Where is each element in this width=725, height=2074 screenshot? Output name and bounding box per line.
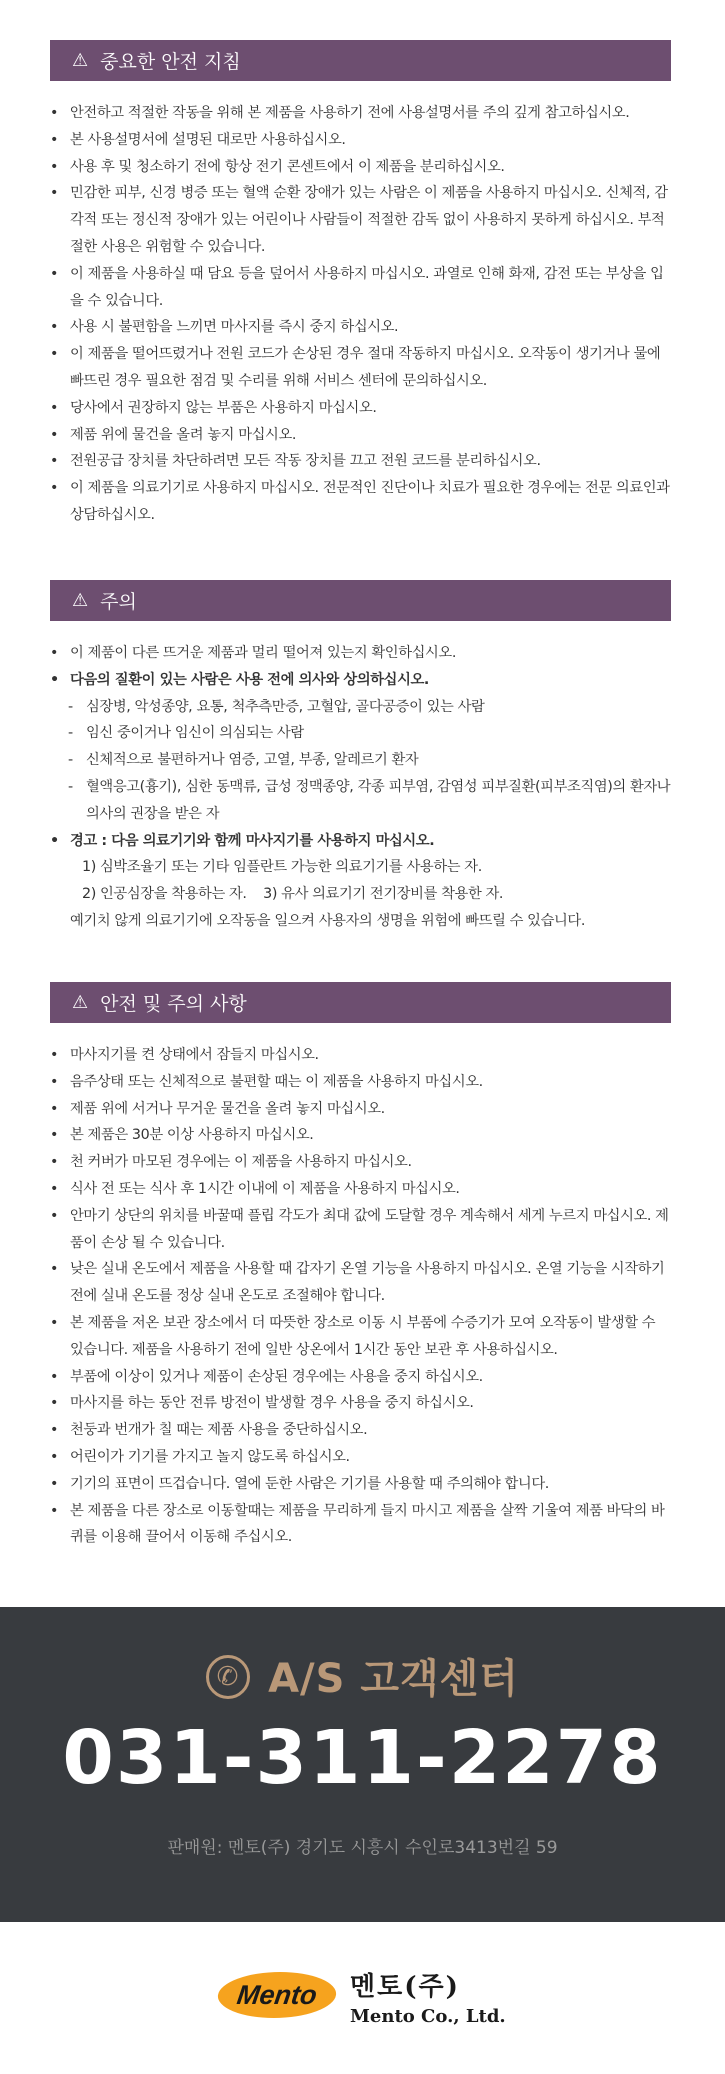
list-item: • 마사지기를 켠 상태에서 잠들지 마십시오. bbox=[50, 1047, 319, 1063]
list-item: • 본 제품을 저온 보관 장소에서 더 따뜻한 장소로 이동 시 부품에 수증기가 모여 오작동이 발생할 수 있습니다. 제품을 사용하기 전에 일반 상온에서 1시간 동안 보관 후 사용하십시오. bbox=[50, 1314, 656, 1358]
list-item: • 당사에서 권장하지 않는 부품은 사용하지 마십시오. bbox=[50, 399, 377, 416]
caution-section bbox=[50, 580, 671, 935]
precautions-list bbox=[50, 1042, 671, 1551]
list-item: • 이 제품을 떨어뜨렸거나 전원 코드가 손상된 경우 절대 작동하지 마십시오. 오작동이 생기거나 물에 빠뜨린 경우 필요한 점검 및 수리를 위해 서비스 센터에 문의하십시오. bbox=[50, 346, 661, 389]
list-item: • 사용 시 불편함을 느끼면 마사지를 즉시 중지 하십시오. bbox=[50, 319, 399, 336]
device-item: 2) 인공심장을 착용하는 자. 3) 유사 의료기기 전기장비를 착용한 자. bbox=[82, 886, 504, 903]
closing-note: 예기치 않게 의료기기에 오작동을 일으켜 사용자의 생명을 위험에 빠뜨릴 수 있습니다. bbox=[70, 912, 585, 929]
list-item: • 이 제품이 다른 뜨거운 제품과 멀리 떨어져 있는지 확인하십시오. bbox=[50, 645, 456, 661]
list-item: • 사용 후 및 청소하기 전에 항상 전기 콘센트에서 이 제품을 분리하십시오. bbox=[50, 158, 505, 175]
as-phone-number[interactable]: 031-311-2278 bbox=[62, 1715, 663, 1801]
company-name-english: Mento Co., Ltd. bbox=[350, 2006, 506, 2027]
phone-icon: ✆ bbox=[206, 1655, 250, 1699]
list-item: • 제품 위에 서거나 무거운 물건을 올려 놓지 마십시오. bbox=[50, 1100, 385, 1117]
list-item: • 낮은 실내 온도에서 제품을 사용할 때 갑자기 온열 기능을 사용하지 마십시오. 온열 기능을 시작하기 전에 실내 온도를 정상 실내 온도로 조절해야 합니다. bbox=[50, 1261, 665, 1305]
list-item: • 본 사용설명서에 설명된 대로만 사용하십시오. bbox=[50, 131, 346, 148]
as-center-title: ✆ A/S 고객센터 bbox=[0, 1647, 725, 1704]
list-item: • 식사 전 또는 식사 후 1시간 이내에 이 제품을 사용하지 마십시오. bbox=[50, 1180, 460, 1197]
section-title: 주의 bbox=[100, 591, 137, 613]
list-item: • 안전하고 적절한 작동을 위해 본 제품을 사용하기 전에 사용설명서를 주의 깊게 참고하십시오. bbox=[50, 105, 630, 121]
list-item: • 본 제품은 30분 이상 사용하지 마십시오. bbox=[50, 1127, 314, 1144]
caution-list bbox=[50, 640, 671, 935]
list-item: • 천 커버가 마모된 경우에는 이 제품을 사용하지 마십시오. bbox=[50, 1154, 412, 1171]
warning-icon: ⚠ bbox=[72, 992, 89, 1013]
condition-item: - 신체적으로 불편하거나 염증, 고열, 부종, 알레르기 환자 bbox=[68, 752, 419, 769]
section-title: 중요한 안전 지침 bbox=[100, 51, 241, 73]
important-safety-section bbox=[50, 40, 671, 529]
section-header bbox=[50, 982, 671, 1023]
seller-info: 판매원: 멘토(주) 경기도 시흥시 수인로3413번길 59 bbox=[167, 1838, 558, 1858]
mento-logo-badge: Mento bbox=[215, 1972, 339, 2018]
list-item: • 전원공급 장치를 차단하려면 모든 작동 장치를 끄고 전원 코드를 분리하십시오. bbox=[50, 453, 541, 470]
list-item: • 안마기 상단의 위치를 바꿀때 플립 각도가 최대 값에 도달할 경우 계속해서 세게 누르지 마십시오. 제품이 손상 될 수 있습니다. bbox=[50, 1207, 669, 1251]
safety-list bbox=[50, 100, 671, 529]
warning-icon: ⚠ bbox=[72, 590, 89, 611]
list-item: • 이 제품을 사용하실 때 담요 등을 덮어서 사용하지 마십시오. 과열로 인해 화재, 감전 또는 부상을 입을 수 있습니다. bbox=[50, 265, 664, 309]
company-name-korean: 멘토(주) bbox=[350, 1972, 460, 2002]
list-item: • 제품 위에 물건을 올려 놓지 마십시오. bbox=[50, 426, 297, 443]
precautions-section bbox=[50, 982, 671, 1551]
list-item: • 어린이가 기기를 가지고 놀지 않도록 하십시오. bbox=[50, 1448, 350, 1465]
condition-item: - 혈액응고(흉기), 심한 동맥류, 급성 정맥종양, 각종 피부염, 감염성 피부질환(피부조직염)의 환자나 의사의 권장을 받은 자 bbox=[68, 778, 671, 822]
list-item: • 본 제품을 다른 장소로 이동할때는 제품을 무리하게 들지 마시고 제품을 살짝 기울여 제품 바닥의 바퀴를 이용해 끌어서 이동해 주십시오. bbox=[50, 1502, 665, 1546]
condition-item: - 심장병, 악성종양, 요통, 척추측만증, 고혈압, 골다공증이 있는 사람 bbox=[68, 698, 485, 715]
list-item: • 음주상태 또는 신체적으로 불편할 때는 이 제품을 사용하지 마십시오. bbox=[50, 1073, 483, 1090]
list-item: • 다음의 질환이 있는 사람은 사용 전에 의사와 상의하십시오. bbox=[50, 671, 429, 688]
device-item: 1) 심박조율기 또는 기타 임플란트 가능한 의료기기를 사용하는 자. bbox=[82, 859, 482, 876]
list-item: • 기기의 표면이 뜨겁습니다. 열에 둔한 사람은 기기를 사용할 때 주의해야 합니다. bbox=[50, 1475, 549, 1492]
warning-icon: ⚠ bbox=[72, 50, 89, 71]
condition-item: - 임신 중이거나 임신이 의심되는 사람 bbox=[68, 725, 304, 742]
section-header bbox=[50, 40, 671, 81]
company-logo-area bbox=[0, 1922, 725, 2074]
list-item: • 마사지를 하는 동안 전류 방전이 발생할 경우 사용을 중지 하십시오. bbox=[50, 1395, 474, 1412]
as-center-band bbox=[0, 1607, 725, 1922]
list-item: • 천둥과 번개가 칠 때는 제품 사용을 중단하십시오. bbox=[50, 1422, 368, 1439]
list-item: • 경고 : 다음 의료기기와 함께 마사지기를 사용하지 마십시오. bbox=[50, 832, 435, 849]
list-item: • 이 제품을 의료기기로 사용하지 마십시오. 전문적인 진단이나 치료가 필요한 경우에는 전문 의료인과 상담하십시오. bbox=[50, 480, 670, 523]
list-item: • 민감한 피부, 신경 병증 또는 혈액 순환 장애가 있는 사람은 이 제품을 사용하지 마십시오. 신체적, 감각적 또는 정신적 장애가 있는 어린이나 사람들이 적절한 감독 없이 사용하지 못하게 하십시오. 부적절한 사용은 위험할 수 있습니다. bbox=[50, 185, 668, 255]
section-header bbox=[50, 580, 671, 621]
list-item: • 부품에 이상이 있거나 제품이 손상된 경우에는 사용을 중지 하십시오. bbox=[50, 1368, 483, 1385]
section-title: 안전 및 주의 사항 bbox=[100, 993, 247, 1015]
